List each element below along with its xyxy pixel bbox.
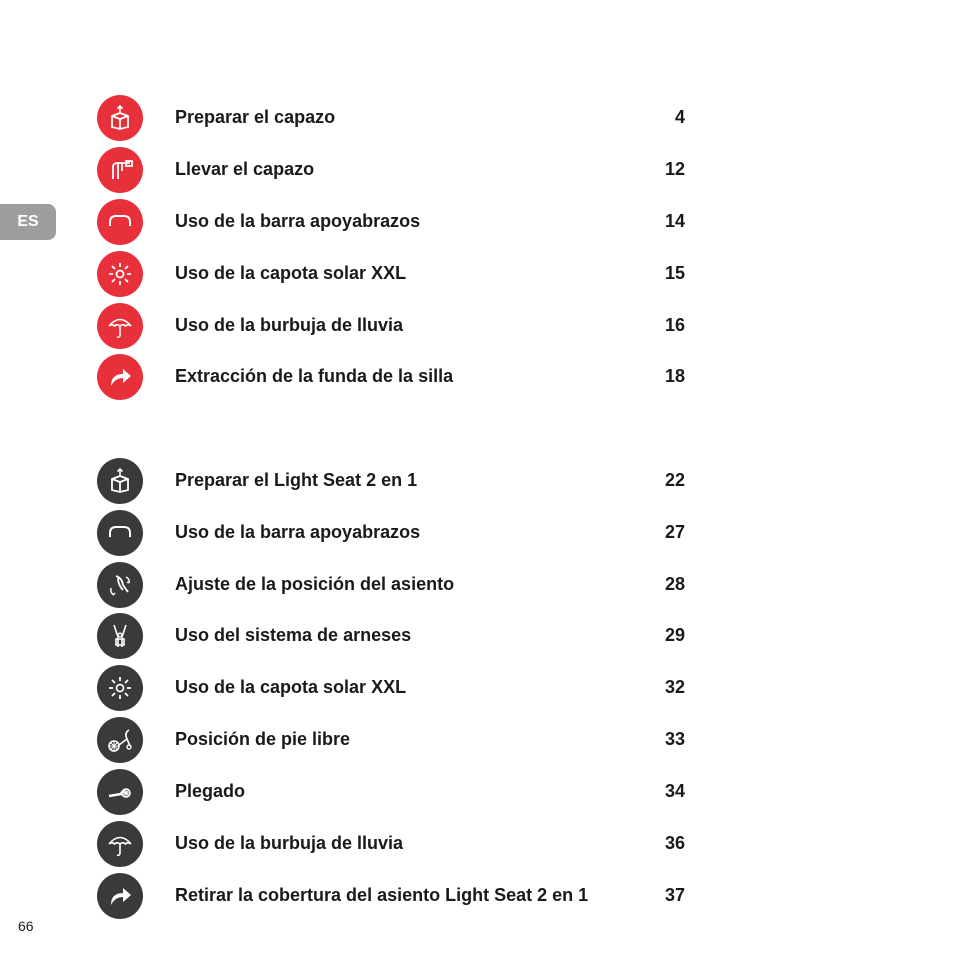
toc-entry-label: Uso de la barra apoyabrazos [175, 522, 421, 542]
toc-entry-label: Llevar el capazo [175, 159, 315, 179]
toc-entry[interactable] [97, 458, 697, 504]
toc-entry-label: Uso del sistema de arneses [175, 625, 412, 645]
toc-entry-label: Extracción de la funda de la silla [175, 366, 454, 386]
toc-entry-page: 32 [664, 677, 685, 697]
umbrella-icon [97, 303, 143, 349]
toc-entry-page: 37 [664, 885, 685, 905]
toc-entry-label: Uso de la capota solar XXL [175, 677, 407, 697]
toc-entry[interactable] [97, 717, 697, 763]
toc-entry[interactable] [97, 562, 697, 608]
stroller-stand-icon [97, 717, 143, 763]
sun-icon [97, 251, 143, 297]
toc-entry-page: 33 [664, 729, 685, 749]
toc-entry-label: Retirar la cobertura del asiento Light Seat 2 en 1 [175, 885, 589, 905]
toc-entry-label: Uso de la capota solar XXL [175, 263, 407, 283]
carry-icon [97, 147, 143, 193]
toc-entry-label: Uso de la barra apoyabrazos [175, 211, 421, 231]
harness-icon [97, 613, 143, 659]
toc-entry[interactable] [97, 769, 697, 815]
toc-entry-label: Ajuste de la posición del asiento [175, 574, 455, 594]
toc-entry-page: 27 [664, 522, 685, 542]
sun-icon [97, 665, 143, 711]
toc-entry[interactable] [97, 354, 697, 400]
toc-entry[interactable] [97, 510, 697, 556]
toc-entry[interactable] [97, 95, 697, 141]
toc-entry-page: 29 [664, 625, 685, 645]
seat-recline-icon [97, 562, 143, 608]
toc-entry-label: Preparar el capazo [175, 107, 336, 127]
toc-entry[interactable] [97, 303, 697, 349]
toc-entry[interactable] [97, 199, 697, 245]
arrow-icon [97, 354, 143, 400]
toc-entry-page: 16 [664, 315, 685, 335]
toc-entry-page: 36 [664, 833, 685, 853]
bumper-bar-icon [97, 510, 143, 556]
box-icon [97, 458, 143, 504]
language-tab: ES [0, 204, 56, 240]
toc-entry[interactable] [97, 665, 697, 711]
toc-entry-page: 22 [664, 470, 685, 490]
page-number: 66 [18, 918, 34, 934]
toc-entry-page: 34 [664, 781, 685, 801]
toc-entry-label: Preparar el Light Seat 2 en 1 [175, 470, 418, 490]
toc-entry-page: 28 [664, 574, 685, 594]
toc-entry[interactable] [97, 251, 697, 297]
toc-entry-label: Uso de la burbuja de lluvia [175, 833, 404, 853]
toc-entry-page: 15 [664, 263, 685, 283]
toc-entry-page: 4 [674, 107, 685, 127]
toc-entry[interactable] [97, 613, 697, 659]
toc-entry-page: 12 [664, 159, 685, 179]
toc-entry-page: 14 [664, 211, 685, 231]
toc-entry-label: Plegado [175, 781, 246, 801]
toc-entry-label: Uso de la burbuja de lluvia [175, 315, 404, 335]
toc-entry-label: Posición de pie libre [175, 729, 351, 749]
fold-icon [97, 769, 143, 815]
box-icon [97, 95, 143, 141]
toc-entry-page: 18 [664, 366, 685, 386]
toc-entry[interactable] [97, 873, 697, 919]
toc-entry[interactable] [97, 147, 697, 193]
toc-entry[interactable] [97, 821, 697, 867]
umbrella-icon [97, 821, 143, 867]
arrow-icon [97, 873, 143, 919]
bumper-bar-icon [97, 199, 143, 245]
